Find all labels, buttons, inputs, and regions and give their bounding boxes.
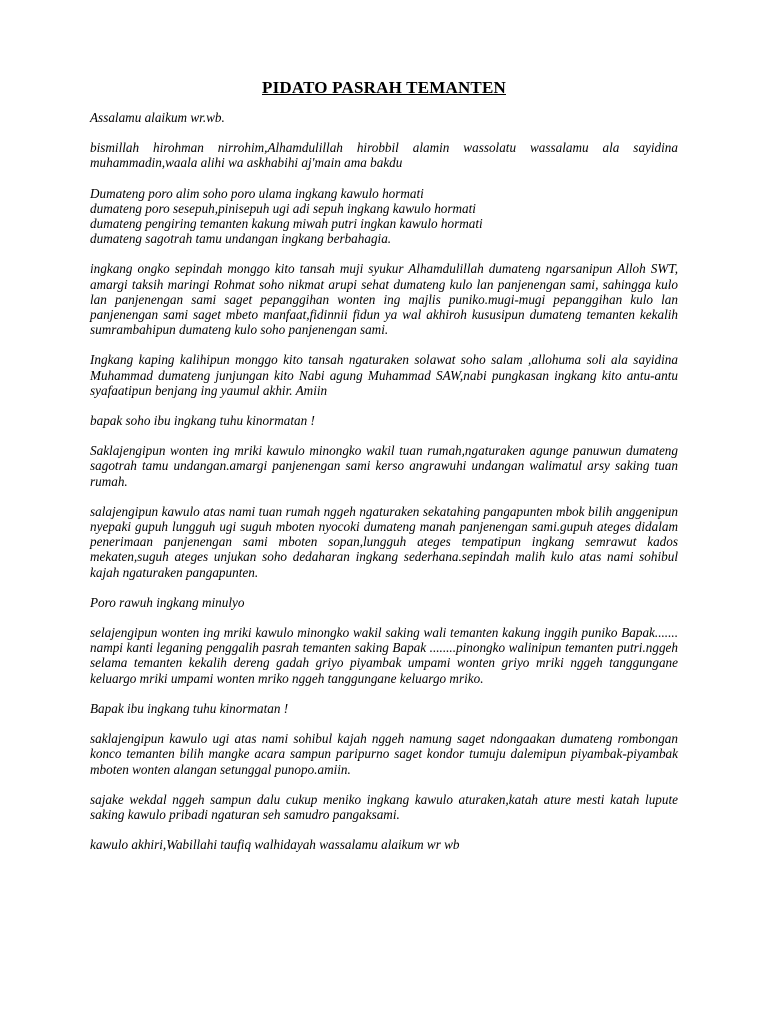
salutation-line: dumateng pengiring temanten kakung miwah putri ingkan kawulo hormati — [90, 216, 483, 232]
thanks-paragraph: Saklajengipun wonten ing mriki kawulo minongko wakil tuan rumah,ngaturaken agunge panuwun dumateng sagotrah tamu undangan.amargi panjenengan sami kerso angrawuhi undangan walimatul arsy saking tuan rumah. — [90, 443, 678, 489]
solawat-paragraph: Ingkang kaping kalihipun monggo kito tansah ngaturaken solawat soho salam ,allohuma soli ala sayidina Muhammad dumateng junjungan kito Nabi agung Muhammad SAW,nabi pungkasan ingkang kito antu-antu syafaatipun benjang ing yaumul akhir. Amiin — [90, 352, 678, 398]
farewell-paragraph: kawulo akhiri,Wabillahi taufiq walhidayah wassalamu alaikum wr wb — [90, 837, 460, 853]
document-title: PIDATO PASRAH TEMANTEN — [261, 78, 506, 97]
gratitude-paragraph: ingkang ongko sepindah monggo kito tansah muji syukur Alhamdulillah dumateng ngarsanipun Alloh SWT, amargi taksih maringi Rohmat soho nikmat arupi sehat dumateng kulo lan panjenengan sami, sahingga kulo lan panjenengan sami saget pepanggihan wonten ing majlis puniko.mugi-mugi pepanggihan kulo lan panjenengan sami saget mbeto manfaat,fidinnii fidun ya wal akhiroh kususipun dumateng temanten kekalih sumrambahipun dumateng kulo soho panjenengan sami. — [90, 261, 678, 338]
greeting-paragraph: Assalamu alaikum wr.wb. — [90, 110, 225, 125]
salutation-line: dumateng poro sesepuh,pinisepuh ugi adi sepuh ingkang kawulo hormati — [90, 200, 476, 216]
address-line: Poro rawuh ingkang minulyo — [90, 594, 245, 610]
prayer-paragraph: saklajengipun kawulo ugi atas nami sohibul kajah nggeh namung saget ndongaakan dumateng rombongan konco temanten bilih mangke acara sampun paripurno saget kondor tumuju dalemipun piyambak-piyambak mboten wonten alangan setunggal punopo.amiin. — [90, 731, 678, 777]
address-line: bapak soho ibu ingkang tuhu kinormatan ! — [90, 413, 315, 429]
acceptance-paragraph: selajengipun wonten ing mriki kawulo minongko wakil saking wali temanten kakung inggih puniko Bapak....... nampi kanti leganing penggalih pasrah temanten saking Bapak ........pinongko walinipun temanten putri.nggeh selama temanten kekalih dereng gadah griyo piyambak umpami wonten griyo mriki nggeh tanggungane keluargo mriki umpami wonten mriko nggeh tanggungane keluargo mriko. — [90, 625, 678, 686]
closing-paragraph: sajake wekdal nggeh sampun dalu cukup meniko ingkang kawulo aturaken,katah ature mesti katah lupute saking kawulo pribadi ngaturan seh samudro pangaksami. — [90, 791, 678, 822]
address-line: Bapak ibu ingkang tuhu kinormatan ! — [90, 700, 289, 716]
apology-paragraph: salajengipun kawulo atas nami tuan rumah nggeh ngaturaken sekatahing pangapunten mbok bilih anggenipun nyepaki gupuh lungguh ugi suguh mboten nyocoki dumateng manah panjenengan sami.gupuh ateges didalam penerimaan panjenengan sami mboten sopan,lungguh ateges tempatipun ingkang semrawut kados mekaten,suguh ateges unjukan soho dedaharan ingkang sederhana.sepindah malih kulo atas nami sohibul kajah ngaturaken pangapunten. — [90, 503, 678, 580]
document-page — [90, 78, 678, 867]
salutation-line: Dumateng poro alim soho poro ulama ingkang kawulo hormati — [90, 185, 424, 201]
salutation-paragraph — [90, 186, 678, 247]
salutation-line: dumateng sagotrah tamu undangan ingkang berbahagia. — [90, 231, 392, 247]
opening-prayer-paragraph: bismillah hirohman nirrohim,Alhamdulillah hirobbil alamin wassolatu wassalamu ala sayidina muhammadin,waala alihi wa askhabihi aj'main ama bakdu — [90, 140, 678, 171]
